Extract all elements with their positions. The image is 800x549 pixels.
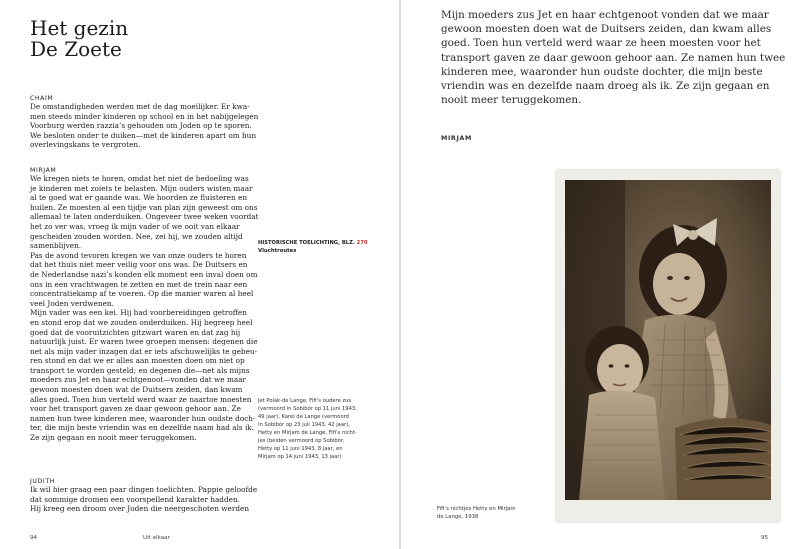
caption-line: (vermoord in Sobibór op 11 juni 1943, (258, 406, 357, 412)
quote-line: goed. Toen hun verteld werd waar ze heen moesten voor het (441, 37, 761, 50)
paragraph-judith (30, 485, 257, 514)
paragraph-mirjam (30, 174, 259, 443)
historical-note-reference[interactable] (258, 240, 367, 246)
text-line: je kinderen met zoiets te belasten. Mijn ouders wisten maar (30, 183, 253, 193)
text-line: Ik wil hier graag een paar dingen toelichten. Pappie geloofde (30, 485, 258, 494)
text-line: men steeds minder kinderen op school en in het nabijgelegen (30, 111, 259, 121)
running-head: Uit elkaar (143, 535, 170, 541)
text-line: gescheiden zouden worden. Nee, zei hij, we zouden altijd (30, 231, 243, 241)
caption-line: de Lange, 1938 (437, 514, 479, 520)
text-line: allemaal te laten onderduiken. Ongeveer twee weken voordat (30, 212, 259, 222)
quote-line: nooit meer teruggekomen. (441, 94, 582, 107)
text-line: huilen. Ze moesten al een tijdje van plan zijn geweest om ons (30, 202, 258, 212)
pull-quote-attribution: MIRJAM (441, 134, 472, 142)
photo-hetty-and-mirjam (565, 180, 771, 500)
caption-line: 49 jaar), Karel de Lange (vermoord (258, 414, 349, 420)
text-line: samenblijven. (30, 241, 82, 251)
text-line: Voorburg werden razzia’s gehouden om Joden op te sporen. (30, 121, 252, 131)
caption-line: in Sobibór op 23 juli 1943, 42 jaar), (258, 422, 350, 428)
text-line: ons in een vrachtwagen te zetten en met de trein naar een (30, 279, 248, 289)
caption-line: jes (beiden vermoord op Sobibór, (258, 438, 345, 444)
page-number-right: 95 (761, 535, 769, 541)
pull-quote (441, 8, 785, 107)
text-line: gewoon moesten doen wat de Duitsers zeiden, dan kwam (30, 385, 243, 395)
text-line: We besloten onder te duiken—met de kinderen apart om hun (30, 130, 257, 140)
quote-line: transport gaven ze daar gewoon gehoor aan. Ze namen hun twee (441, 51, 786, 64)
historical-note-page-link[interactable]: 270 (356, 240, 368, 246)
text-line: het zo ver was, vroeg ik mijn vader of we ooit van elkaar (30, 221, 240, 231)
text-line: de Nederlandse nazi’s konden elk moment een inval doen om (30, 269, 258, 279)
page-number-left: 94 (30, 535, 38, 541)
historical-note-label: HISTORISCHE TOELICHTING, BLZ. (258, 240, 355, 246)
caption-line: Jet Polak-de Lange, Fifi’s oudere zus (258, 398, 352, 404)
chapter-title-line-1: Het gezin (30, 16, 129, 40)
text-line: natuurlijk juist. Er waren twee groepen mensen: degenen die (30, 337, 258, 347)
caption-line: Hetty en Mirjam de Lange, Fifi’s nicht- (258, 430, 357, 436)
text-line: Hij kreeg een droom over Joden die neergeschoten werden (30, 504, 250, 514)
text-line: namen hun twee kinderen mee, waaronder hun oudste doch- (30, 413, 256, 423)
historical-note-title: Vluchtroutes (258, 248, 297, 254)
caption-line: Fifi’s nichtjes Hetty en Mirjam (437, 506, 516, 512)
text-line: moeders zus Jet en haar echtgenoot—vonden dat we maar (30, 375, 247, 385)
text-line: ren stond en dat we er alles aan moesten doen om niet op (30, 356, 245, 366)
speaker-label-judith: JUDITH (30, 478, 55, 485)
caption-line: Hetty op 11 juni 1943, 8 jaar, en (258, 446, 343, 452)
text-line: Ze zijn gegaan en nooit meer teruggekomen. (30, 433, 197, 443)
speaker-label-mirjam: MIRJAM (30, 167, 57, 174)
quote-line: Mijn moeders zus Jet en haar echtgenoot vonden dat we maar (441, 9, 769, 21)
text-line: dat sommige dromen een voorspellend karakter hadden. (30, 494, 240, 504)
text-line: De omstandigheden werden met de dag moeilijker. Er kwa- (30, 102, 250, 111)
caption-line: Mirjam op 14 juni 1943, 13 jaar) (258, 454, 342, 460)
paragraph-chaim (30, 102, 258, 150)
quote-line: kinderen mee, waaronder hun oudste dochter, die mijn beste (441, 65, 763, 78)
text-line: dat het thuis niet meer veilig voor ons was. De Duitsers en (30, 260, 248, 270)
text-line: transport te worden gesteld; en degenen die—net als mijns (30, 365, 250, 375)
photo-caption-nieces (437, 505, 516, 521)
text-line: overlevingskans te vergroten. (30, 140, 141, 150)
quote-line: vriendin was en dezelfde naam droeg als ik. Ze zijn gegaan en (441, 80, 770, 93)
photo-caption-family (258, 397, 357, 461)
text-line: Pas de avond tevoren kregen we van onze ouders te horen (30, 250, 247, 260)
chapter-title (30, 18, 128, 60)
text-line: alles goed. Toen hun verteld werd waar ze naartoe moesten (30, 394, 252, 404)
speaker-label-chaim: CHAIM (30, 95, 54, 102)
text-line: al te goed wat er gaande was. We hoorden ze fluisteren en (30, 193, 248, 203)
text-line: We kregen niets te horen, omdat het niet de bedoeling was (30, 174, 249, 183)
text-line: net als mijn vader inzagen dat er iets afschuwelijks te gebeu- (30, 346, 258, 356)
text-line: veel Joden verdwenen. (30, 298, 114, 308)
text-line: goed dat de vooruitzichten gitzwart waren en dat zag hij (30, 327, 241, 337)
chapter-title-line-2: De Zoete (30, 37, 122, 61)
text-line: Mijn vader was een kei. Hij had voorbereidingen getroffen (30, 308, 247, 318)
text-line: en stond erop dat we zouden onderduiken. Hij begreep heel (30, 317, 253, 327)
text-line: voor het transport gaven ze daar gewoon gehoor aan. Ze (30, 404, 241, 414)
text-line: concentratiekamp af te voeren. Op die manier waren al heel (30, 289, 254, 299)
quote-line: gewoon moesten doen wat de Duitsers zeiden, dan kwam alles (441, 23, 772, 36)
photo-illustration (565, 180, 771, 500)
text-line: ter, die mijn beste vriendin was en dezelfde naam had als ik. (30, 423, 255, 433)
